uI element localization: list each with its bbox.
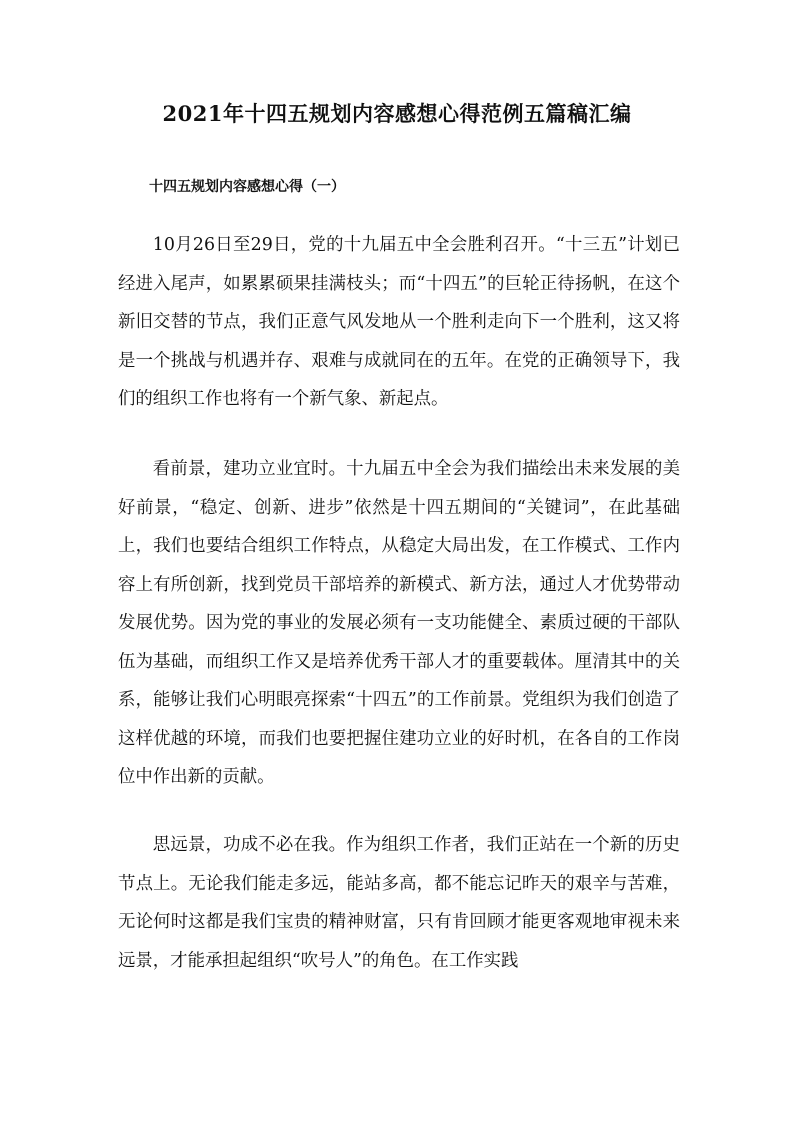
document-title: 2021年十四五规划内容感想心得范例五篇稿汇编 [162,101,632,126]
paragraph-3: 思远景，功成不必在我。作为组织工作者，我们正站在一个新的历史节点上。无论我们能走多远，能站多高，都不能忘记昨天的艰辛与苦难，无论何时这都是我们宝贵的精神财富，只有肯回顾才能更客观地审视未来远景，才能承担起组织“吹号人”的角色。在工作实践 [118,835,680,971]
section-heading: 十四五规划内容感想心得（一） [149,179,345,195]
paragraph-2: 看前景，建功立业宜时。十九届五中全会为我们描绘出未来发展的美好前景，“稳定、创新、进步”依然是十四五期间的“关键词”，在此基础上，我们也要结合组织工作特点，从稳定大局出发，在工作模式、工作内容上有所创新，找到党员干部培养的新模式、新方法，通过人才优势带动发展优势。因为党的事业的发展必须有一支功能健全、素质过硬的干部队伍为基础，而组织工作又是培养优秀干部人才的重要载体。厘清其中的关系，能够让我们心明眼亮探索“十四五”的工作前景。党组织为我们创造了这样优越的环境，而我们也要把握住建功立业的好时机，在各自的工作岗位中作出新的贡献。 [118,459,680,787]
paragraph-1: 10月26日至29日，党的十九届五中全会胜利召开。“十三五”计划已经进入尾声，如累累硕果挂满枝头；而“十四五”的巨轮正待扬帆，在这个新旧交替的节点，我们正意气风发地从一个胜利走向下一个胜利，这又将是一个挑战与机遇并存、艰难与成就同在的五年。在党的正确领导下，我们的组织工作也将有一个新气象、新起点。 [118,235,680,409]
